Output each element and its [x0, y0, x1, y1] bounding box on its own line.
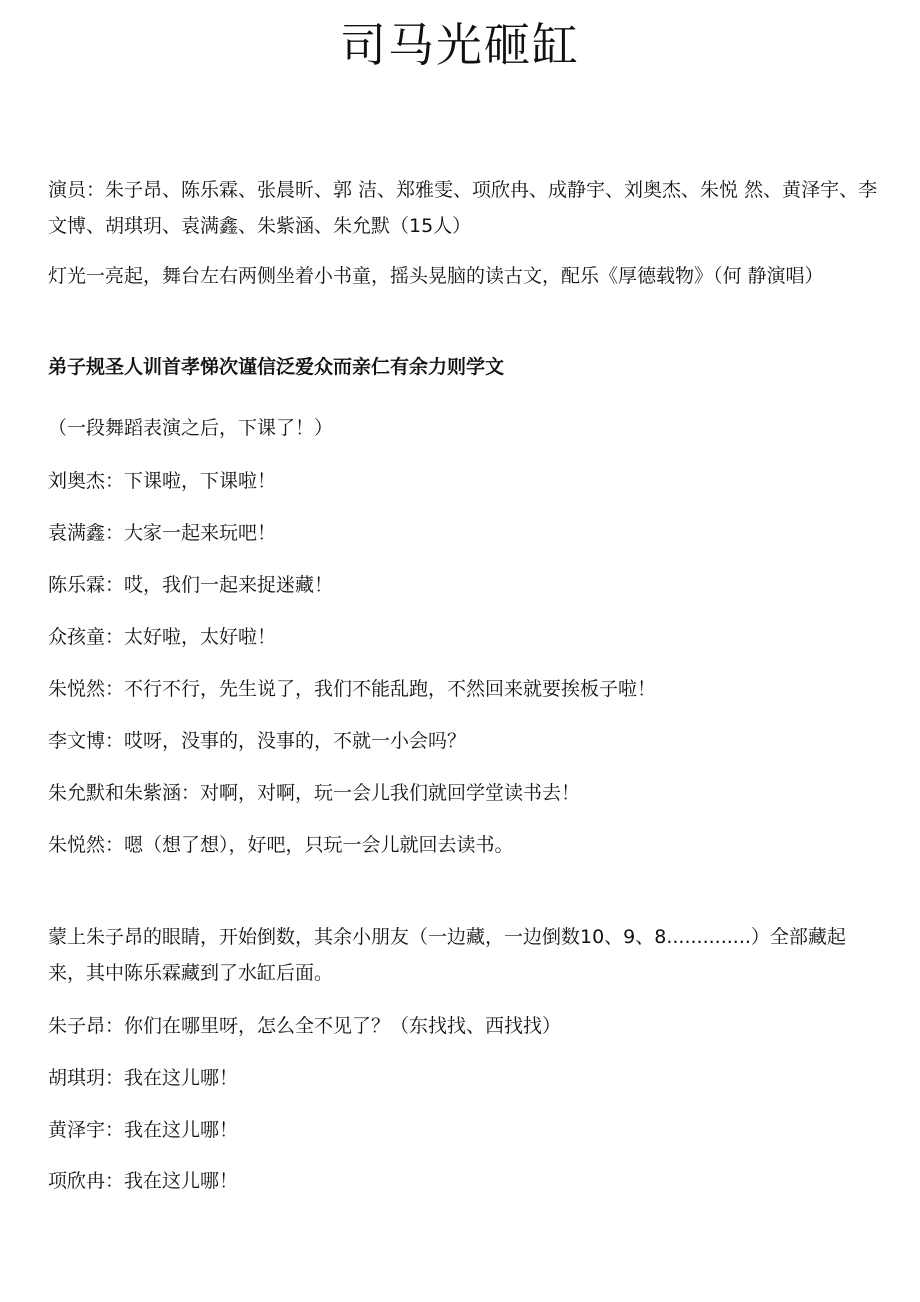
- dialogue-line: 李文博：哎呀，没事的，没事的，不就一小会吗？: [48, 730, 467, 752]
- dialogue-line: 黄泽宇：我在这儿哪！: [48, 1119, 239, 1141]
- dialogue-line: 胡琪玥：我在这儿哪！: [48, 1067, 239, 1089]
- dialogue-line: 朱允默和朱紫涵：对啊，对啊，玩一会儿我们就回学堂读书去！: [48, 782, 581, 804]
- document-title: 司马光砸缸: [340, 18, 580, 72]
- dialogue-line: 陈乐霖：哎，我们一起来捉迷藏！: [48, 574, 334, 596]
- stage-direction-opening: 灯光一亮起，舞台左右两侧坐着小书童，摇头晃脑的读古文，配乐《厚德载物》（何 静演唱）: [48, 265, 824, 287]
- dialogue-line: 刘奥杰：下课啦，下课啦！: [48, 470, 277, 492]
- dialogue-line: 众孩童：太好啦，太好啦！: [48, 626, 277, 648]
- dialogue-line: 朱子昂：你们在哪里呀，怎么全不见了？（东找找、西找找）: [48, 1015, 562, 1037]
- dialogue-line: 袁满鑫：大家一起来玩吧！: [48, 522, 277, 544]
- stage-direction-hide: 蒙上朱子昂的眼睛，开始倒数，其余小朋友（一边藏，一边倒数10、9、8..............）全部藏起来，其中陈乐霖藏到了水缸后面。: [48, 926, 846, 984]
- dialogue-line: 朱悦然：不行不行，先生说了，我们不能乱跑，不然回来就要挨板子啦！: [48, 678, 657, 700]
- dialogue-line: 朱悦然：嗯（想了想），好吧，只玩一会儿就回去读书。: [48, 834, 514, 856]
- dialogue-line: 项欣冉：我在这儿哪！: [48, 1170, 239, 1192]
- stage-direction-dance: （一段舞蹈表演之后，下课了！）: [48, 417, 334, 439]
- cast-list: 演员：朱子昂、陈乐霖、张晨昕、郭 洁、郑雅雯、项欣冉、成静宇、刘奥杰、朱悦 然、黄泽宇、李文博、胡琪玥、袁满鑫、朱紫涵、朱允默（15人）: [48, 179, 878, 237]
- recitation-text: 弟子规圣人训首孝悌次谨信泛爱众而亲仁有余力则学文: [48, 356, 505, 378]
